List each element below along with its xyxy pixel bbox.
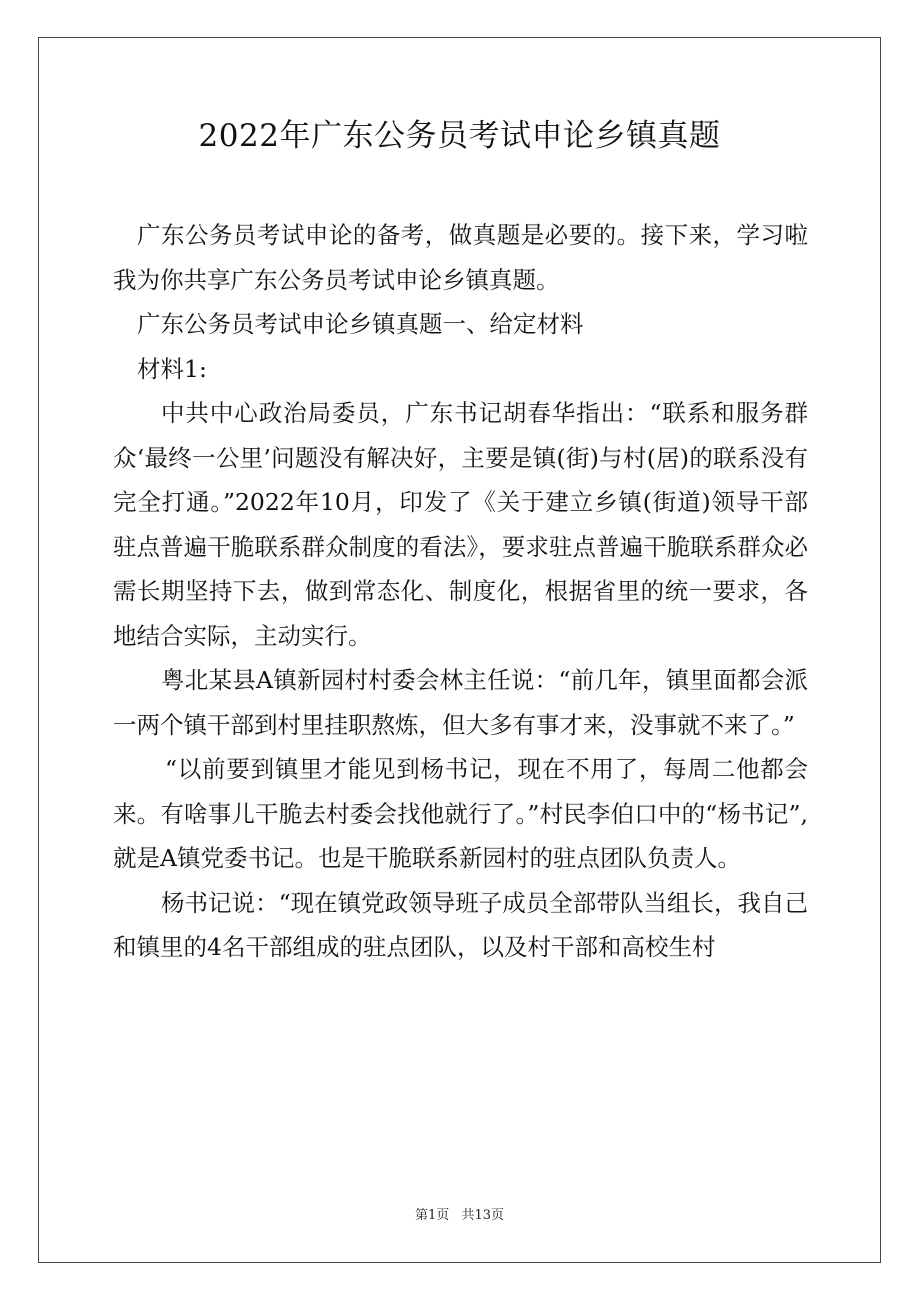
paragraph-intro: 广东公务员考试申论的备考，做真题是必要的。接下来，学习啦我为你共享广东公务员考试申论乡镇真题。 [113,221,808,294]
page-footer [38,1206,881,1226]
paragraph-villager-quote: “以前要到镇里才能见到杨书记，现在不用了，每周二他都会来。有啥事儿干脆去村委会找他就行了。”村民李伯口中的“杨书记”,就是A镇党委书记。也是干脆联系新园村的驻点团队负责人。 [113,755,808,872]
paragraph-material-1: 中共中心政治局委员，广东书记胡春华指出：“联系和服务群众‘最终一公里’问题没有解决好，主要是镇(街)与村(居)的联系没有完全打通。”2022年10月，印发了《关于建立乡镇(街道)领导干部驻点普遍干脆联系群众制度的看法》，要求驻点普遍干脆联系群众必需长期坚持下去，做到常态化、制度化，根据省里的统一要求，各地结合实际，主动实行。 [113,399,808,650]
page-total: 共13页 [461,1208,504,1223]
paragraph-material-label: 材料1: [137,354,207,383]
page-number: 第1页 [415,1208,450,1223]
document-body [113,213,808,970]
paragraph-yang-quote: 杨书记说：“现在镇党政领导班子成员全部带队当组长，我自己和镇里的4名干部组成的驻点团队，以及村干部和高校生村 [113,888,808,961]
document-title: 2022年广东公务员考试申论乡镇真题 [198,118,721,154]
paragraph-lin-quote: 粤北某县A镇新园村村委会林主任说：“前几年，镇里面都会派一两个镇干部到村里挂职熬炼，但大多有事才来，没事就不来了。” [113,666,808,739]
paragraph-section-heading: 广东公务员考试申论乡镇真题一、给定材料 [137,310,584,338]
